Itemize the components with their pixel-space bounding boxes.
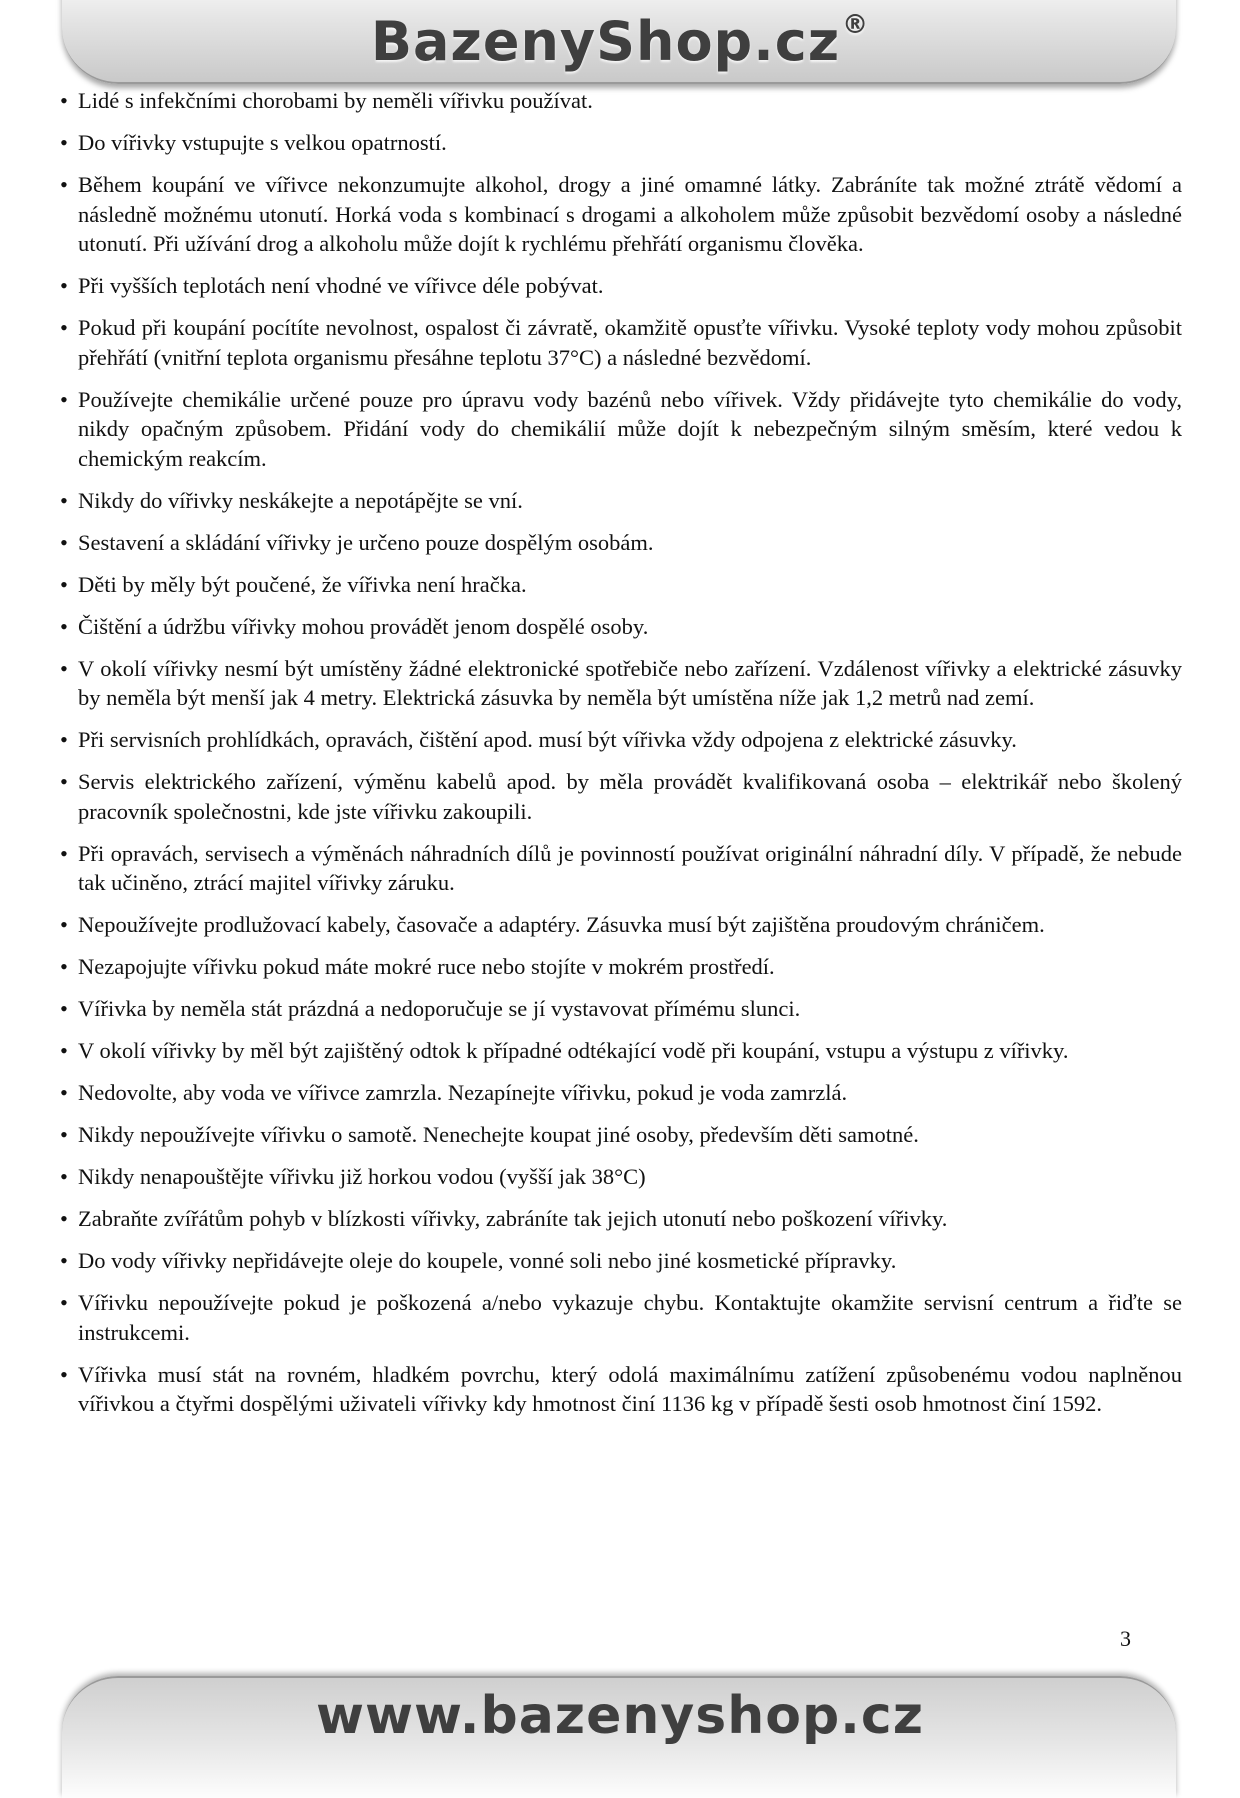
brand-text: BazenyShop.cz: [370, 10, 841, 73]
list-item: • Nedovolte, aby voda ve vířivce zamrzla. Nezapínejte vířivku, pokud je voda zamrzlá.: [60, 1078, 1182, 1108]
list-item: • Do vody vířivky nepřidávejte oleje do koupele, vonné soli nebo jiné kosmetické přípravky.: [60, 1246, 1182, 1276]
document-body: [60, 86, 1182, 1431]
list-item: • V okolí vířivky nesmí být umístěny žádné elektronické spotřebiče nebo zařízení. Vzdálenost vířivky a elektrické zásuvky by neměla být menší jak 4 metry. Elektrická zásuvka by neměla být umístěna níže jak 1,2 metrů nad zemí.: [60, 654, 1182, 713]
list-item: • Při opravách, servisech a výměnách náhradních dílů je povinností používat originální náhradní díly. V případě, že nebude tak učiněno, ztrácí majitel vířivky záruku.: [60, 839, 1182, 898]
list-item: • Do vířivky vstupujte s velkou opatrností.: [60, 128, 1182, 158]
list-item: • Během koupání ve vířivce nekonzumujte alkohol, drogy a jiné omamné látky. Zabráníte tak možné ztrátě vědomí a následně možnému utonutí. Horká voda s kombinací s drogami a alkoholem může způsobit bezvědomí osoby a následné utonutí. Při užívání drog a alkoholu může dojít k rychlému přehřátí organismu člověka.: [60, 170, 1182, 259]
list-item: • Zabraňte zvířátům pohyb v blízkosti vířivky, zabráníte tak jejich utonutí nebo poškození vířivky.: [60, 1204, 1182, 1234]
list-item: • Při vyšších teplotách není vhodné ve vířivce déle pobývat.: [60, 271, 1182, 301]
list-item: • Nezapojujte vířivku pokud máte mokré ruce nebo stojíte v mokrém prostředí.: [60, 952, 1182, 982]
registered-mark: ®: [842, 10, 870, 40]
page-number: 3: [1120, 1626, 1131, 1651]
list-item: • Vířivka by neměla stát prázdná a nedoporučuje se jí vystavovat přímému slunci.: [60, 994, 1182, 1024]
footer-url: www.bazenyshop.cz: [315, 1686, 925, 1746]
safety-list: [60, 86, 1182, 1419]
list-item: • Lidé s infekčními chorobami by neměli vířivku používat.: [60, 86, 1182, 116]
list-item: • Pokud při koupání pocítíte nevolnost, ospalost či závratě, okamžitě opusťte vířivku. Vysoké teploty vody mohou způsobit přehřátí (vnitřní teplota organismu přesáhne teplotu 37°C) a následné bezvědomí.: [60, 313, 1182, 372]
list-item: • Nikdy nenapouštějte vířivku již horkou vodou (vyšší jak 38°C): [60, 1162, 1182, 1192]
list-item: • Sestavení a skládání vířivky je určeno pouze dospělým osobám.: [60, 528, 1182, 558]
list-item: • V okolí vířivky by měl být zajištěný odtok k případné odtékající vodě při koupání, vstupu a výstupu z vířivky.: [60, 1036, 1182, 1066]
list-item: • Používejte chemikálie určené pouze pro úpravu vody bazénů nebo vířivek. Vždy přidávejte tyto chemikálie do vody, nikdy opačným způsobem. Přidání vody do chemikálií může dojít k nebezpečným silným směsím, které vedou k chemickým reakcím.: [60, 385, 1182, 474]
list-item: • Servis elektrického zařízení, výměnu kabelů apod. by měla provádět kvalifikovaná osoba – elektrikář nebo školený pracovník společnostni, kde jste vířivku zakoupili.: [60, 767, 1182, 826]
list-item: • Při servisních prohlídkách, opravách, čištění apod. musí být vířivka vždy odpojena z elektrické zásuvky.: [60, 725, 1182, 755]
list-item: • Nepoužívejte prodlužovací kabely, časovače a adaptéry. Zásuvka musí být zajištěna proudovým chráničem.: [60, 910, 1182, 940]
list-item: • Vířivku nepoužívejte pokud je poškozená a/nebo vykazuje chybu. Kontaktujte okamžite servisní centrum a řiďte se instrukcemi.: [60, 1288, 1182, 1347]
list-item: • Nikdy do vířivky neskákejte a nepotápějte se vní.: [60, 486, 1182, 516]
header-logo: [0, 10, 1240, 73]
list-item: • Děti by měly být poučené, že vířivka není hračka.: [60, 570, 1182, 600]
list-item: • Čištění a údržbu vířivky mohou provádět jenom dospělé osoby.: [60, 612, 1182, 642]
list-item: • Nikdy nepoužívejte vířivku o samotě. Nenechejte koupat jiné osoby, především děti samotné.: [60, 1120, 1182, 1150]
list-item: • Vířivka musí stát na rovném, hladkém povrchu, který odolá maximálnímu zatížení způsobenému vodou naplněnou vířivkou a čtyřmi dospělými uživateli vířivky kdy hmotnost činí 1136 kg v případě šesti osob hmotnost činí 1592.: [60, 1360, 1182, 1419]
